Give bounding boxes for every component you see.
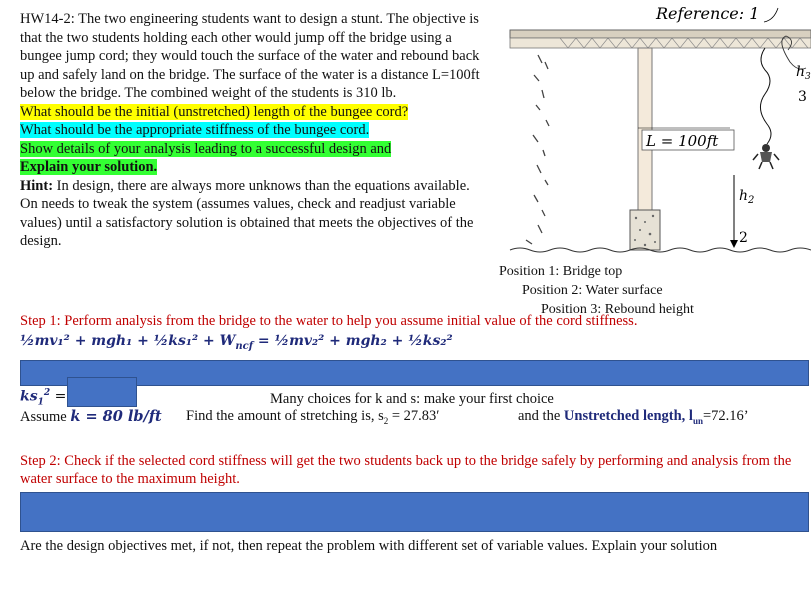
bridge-figure	[490, 0, 811, 265]
step2-title: Step 2: Check if the selected cord stiffness will get the two students back up to the bridge safely by performing and analysis from the water surface to the maximum height.	[20, 453, 792, 487]
reference-label: Reference: 1	[656, 4, 760, 23]
step1-answer-bar[interactable]	[20, 360, 809, 386]
problem-intro: HW14-2: The two engineering students want to design a stunt. The objective is that the two students holding each other would jump off the bridge using a bungee jump cord; they would touch the surface of the water and rebound back up and safely land on the bridge. The surface of the water is a distance L=100ft below the bridge. The combined weight of the students is 310 lb.	[20, 11, 480, 101]
stretch-value: = 27.83′	[388, 408, 440, 424]
choices-text: Many choices for k and s: make your first choice	[270, 391, 554, 407]
problem-statement	[20, 10, 490, 251]
jumpers-icon	[753, 144, 779, 169]
h3-label: $h_3$	[796, 64, 811, 82]
equation-left: ½mv₁² + mgh₁ + ½ks₁² + W	[20, 333, 236, 349]
question-stiffness: What should be the appropriate stiffness of the bungee cord.	[20, 122, 370, 138]
hint-label: Hint:	[20, 177, 54, 194]
energy-equation	[20, 333, 453, 352]
ks-label: $ks_1^2$ =	[20, 388, 67, 408]
equation-sub: ncf	[235, 340, 254, 352]
step2-answer-bar[interactable]	[20, 492, 809, 532]
position-1: Position 1: Bridge top	[499, 264, 623, 279]
ks-answer-box[interactable]	[67, 377, 137, 407]
final-question: Are the design objectives met, if not, then repeat the problem with different set of variable values. Explain your solution	[20, 538, 718, 554]
position-2-label: 2	[739, 230, 748, 246]
h2-label: $h_2$	[739, 188, 755, 206]
stretch-line: Find the amount of stretching is, $s_2 = 27.83'$	[186, 408, 440, 426]
hint-text: In design, there are always more unknows than the equations available. On needs to tweak the system (assumes values, check and readjust variable values) until a satisfactory solution is obtained that meets the objectives of the design.	[20, 177, 474, 249]
step1-title: Step 1: Perform analysis from the bridge to the water to help you assume initial value of the cord stiffness.	[20, 313, 638, 329]
h2-arrowhead	[730, 240, 738, 248]
cliff-rocks	[526, 55, 549, 244]
bridge-deck	[510, 30, 811, 38]
question-analysis: Show details of your analysis leading to a successful design and	[20, 140, 392, 157]
unstretched-value: =72.16’	[702, 408, 749, 424]
L-label: L = 100ft	[646, 132, 719, 150]
question-cord-length: What should be the initial (unstretched) length of the bungee cord?	[20, 103, 409, 120]
equation-right: = ½mv₂² + mgh₂ + ½ks₂²	[253, 333, 453, 349]
bridge-truss	[510, 38, 811, 48]
question-explain: Explain your solution.	[20, 159, 158, 175]
position-3-label: 3	[798, 89, 807, 105]
position-list	[499, 263, 622, 281]
position-2: Position 2: Water surface	[522, 283, 663, 298]
bungee-cord	[760, 48, 771, 144]
assume-line: Assume k = 80 lb/ft	[20, 408, 162, 425]
unstretched-line: and the Unstretched length, $l_{un}=72.16$’	[518, 408, 749, 426]
assume-value: k = 80 lb/ft	[70, 408, 162, 425]
position-3: Position 3: Rebound height	[541, 302, 694, 317]
